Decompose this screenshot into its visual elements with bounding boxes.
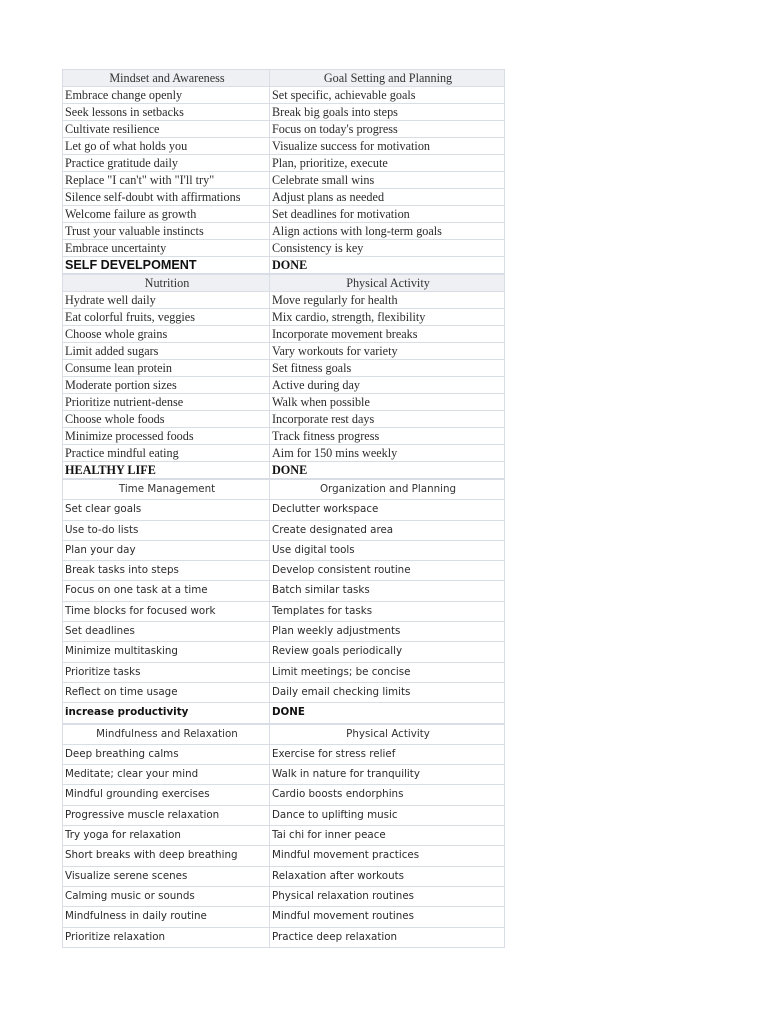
column-header: Time Management xyxy=(63,480,270,500)
table-cell: Align actions with long-term goals xyxy=(270,223,505,240)
table-row xyxy=(63,240,505,257)
table-cell: Break big goals into steps xyxy=(270,104,505,121)
table-row xyxy=(63,104,505,121)
table-cell: Vary workouts for variety xyxy=(270,343,505,360)
table-cell: Trust your valuable instincts xyxy=(63,223,270,240)
summary-status: DONE xyxy=(270,462,505,479)
table-cell: Eat colorful fruits, veggies xyxy=(63,309,270,326)
table-row xyxy=(63,500,505,520)
table-row xyxy=(63,87,505,104)
table-cell: Use digital tools xyxy=(270,540,505,560)
table-row xyxy=(63,581,505,601)
table-cell: Prioritize relaxation xyxy=(63,927,270,947)
section-header-row xyxy=(63,70,505,87)
summary-label: HEALTHY LIFE xyxy=(63,462,270,479)
table-row xyxy=(63,343,505,360)
section-productivity xyxy=(62,479,505,724)
table-cell: Set deadlines for motivation xyxy=(270,206,505,223)
table-row xyxy=(63,682,505,702)
table-row xyxy=(63,309,505,326)
table-cell: Cardio boosts endorphins xyxy=(270,785,505,805)
column-header: Nutrition xyxy=(63,275,270,292)
table-cell: Batch similar tasks xyxy=(270,581,505,601)
table-cell: Incorporate movement breaks xyxy=(270,326,505,343)
table-cell: Tai chi for inner peace xyxy=(270,826,505,846)
table-cell: Prioritize tasks xyxy=(63,662,270,682)
table-row xyxy=(63,866,505,886)
table-row xyxy=(63,601,505,621)
table-cell: Celebrate small wins xyxy=(270,172,505,189)
table-cell: Review goals periodically xyxy=(270,642,505,662)
table-cell: Minimize multitasking xyxy=(63,642,270,662)
summary-row xyxy=(63,257,505,274)
table-cell: Time blocks for focused work xyxy=(63,601,270,621)
table-cell: Limit added sugars xyxy=(63,343,270,360)
table-row xyxy=(63,411,505,428)
table-cell: Plan, prioritize, execute xyxy=(270,155,505,172)
table-cell: Physical relaxation routines xyxy=(270,886,505,906)
column-header: Organization and Planning xyxy=(270,480,505,500)
table-row xyxy=(63,223,505,240)
table-cell: Incorporate rest days xyxy=(270,411,505,428)
table-cell: Silence self-doubt with affirmations xyxy=(63,189,270,206)
table-row xyxy=(63,785,505,805)
table-cell: Embrace change openly xyxy=(63,87,270,104)
table-row xyxy=(63,907,505,927)
summary-status: DONE xyxy=(270,703,505,723)
column-header: Physical Activity xyxy=(270,724,505,744)
table-cell: Relaxation after workouts xyxy=(270,866,505,886)
table-cell: Use to-do lists xyxy=(63,520,270,540)
summary-row xyxy=(63,703,505,723)
column-header: Physical Activity xyxy=(270,275,505,292)
table-row xyxy=(63,520,505,540)
table-cell: Meditate; clear your mind xyxy=(63,765,270,785)
table-row xyxy=(63,121,505,138)
table-cell: Mindful movement practices xyxy=(270,846,505,866)
table-row xyxy=(63,155,505,172)
table-cell: Set deadlines xyxy=(63,622,270,642)
table-cell: Minimize processed foods xyxy=(63,428,270,445)
table-cell: Progressive muscle relaxation xyxy=(63,805,270,825)
section-header-row xyxy=(63,480,505,500)
table-cell: Break tasks into steps xyxy=(63,561,270,581)
table-row xyxy=(63,744,505,764)
table-row xyxy=(63,826,505,846)
section-header-row xyxy=(63,724,505,744)
table-cell: Set specific, achievable goals xyxy=(270,87,505,104)
table-row xyxy=(63,540,505,560)
table-cell: Deep breathing calms xyxy=(63,744,270,764)
table-cell: Track fitness progress xyxy=(270,428,505,445)
summary-status: DONE xyxy=(270,257,505,274)
table-row xyxy=(63,172,505,189)
table-row xyxy=(63,292,505,309)
table-cell: Walk when possible xyxy=(270,394,505,411)
table-cell: Declutter workspace xyxy=(270,500,505,520)
section-self-development xyxy=(62,69,505,274)
table-cell: Practice gratitude daily xyxy=(63,155,270,172)
table-cell: Dance to uplifting music xyxy=(270,805,505,825)
checklist-sheet xyxy=(62,69,504,948)
section-relaxation xyxy=(62,724,505,948)
table-cell: Limit meetings; be concise xyxy=(270,662,505,682)
column-header: Mindfulness and Relaxation xyxy=(63,724,270,744)
table-cell: Develop consistent routine xyxy=(270,561,505,581)
table-cell: Choose whole foods xyxy=(63,411,270,428)
section-header-row xyxy=(63,275,505,292)
table-cell: Set fitness goals xyxy=(270,360,505,377)
table-cell: Mindfulness in daily routine xyxy=(63,907,270,927)
table-cell: Choose whole grains xyxy=(63,326,270,343)
table-cell: Try yoga for relaxation xyxy=(63,826,270,846)
table-cell: Templates for tasks xyxy=(270,601,505,621)
table-cell: Reflect on time usage xyxy=(63,682,270,702)
table-cell: Create designated area xyxy=(270,520,505,540)
table-cell: Cultivate resilience xyxy=(63,121,270,138)
table-cell: Move regularly for health xyxy=(270,292,505,309)
table-cell: Embrace uncertainty xyxy=(63,240,270,257)
table-row xyxy=(63,805,505,825)
table-row xyxy=(63,326,505,343)
table-cell: Prioritize nutrient-dense xyxy=(63,394,270,411)
table-row xyxy=(63,445,505,462)
summary-label: SELF DEVELPOMENT xyxy=(63,257,270,274)
table-row xyxy=(63,846,505,866)
table-cell: Exercise for stress relief xyxy=(270,744,505,764)
table-cell: Aim for 150 mins weekly xyxy=(270,445,505,462)
table-cell: Hydrate well daily xyxy=(63,292,270,309)
table-row xyxy=(63,138,505,155)
table-cell: Focus on today's progress xyxy=(270,121,505,138)
table-cell: Focus on one task at a time xyxy=(63,581,270,601)
table-row xyxy=(63,662,505,682)
table-row xyxy=(63,642,505,662)
table-row xyxy=(63,622,505,642)
table-row xyxy=(63,886,505,906)
table-cell: Plan weekly adjustments xyxy=(270,622,505,642)
summary-label: increase productivity xyxy=(63,703,270,723)
table-cell: Visualize success for motivation xyxy=(270,138,505,155)
table-cell: Consume lean protein xyxy=(63,360,270,377)
table-row xyxy=(63,765,505,785)
table-cell: Walk in nature for tranquility xyxy=(270,765,505,785)
table-cell: Seek lessons in setbacks xyxy=(63,104,270,121)
table-cell: Replace "I can't" with "I'll try" xyxy=(63,172,270,189)
table-cell: Short breaks with deep breathing xyxy=(63,846,270,866)
table-cell: Calming music or sounds xyxy=(63,886,270,906)
table-cell: Practice mindful eating xyxy=(63,445,270,462)
table-row xyxy=(63,360,505,377)
column-header: Goal Setting and Planning xyxy=(270,70,505,87)
table-cell: Visualize serene scenes xyxy=(63,866,270,886)
table-cell: Let go of what holds you xyxy=(63,138,270,155)
table-row xyxy=(63,394,505,411)
table-cell: Mindful grounding exercises xyxy=(63,785,270,805)
table-row xyxy=(63,927,505,947)
column-header: Mindset and Awareness xyxy=(63,70,270,87)
table-row xyxy=(63,561,505,581)
table-cell: Plan your day xyxy=(63,540,270,560)
table-row xyxy=(63,428,505,445)
summary-row xyxy=(63,462,505,479)
table-cell: Set clear goals xyxy=(63,500,270,520)
table-cell: Daily email checking limits xyxy=(270,682,505,702)
table-row xyxy=(63,189,505,206)
table-cell: Welcome failure as growth xyxy=(63,206,270,223)
section-healthy-life xyxy=(62,274,505,479)
table-cell: Practice deep relaxation xyxy=(270,927,505,947)
table-cell: Moderate portion sizes xyxy=(63,377,270,394)
table-row xyxy=(63,377,505,394)
table-row xyxy=(63,206,505,223)
table-cell: Mix cardio, strength, flexibility xyxy=(270,309,505,326)
table-cell: Consistency is key xyxy=(270,240,505,257)
table-cell: Mindful movement routines xyxy=(270,907,505,927)
table-cell: Adjust plans as needed xyxy=(270,189,505,206)
table-cell: Active during day xyxy=(270,377,505,394)
